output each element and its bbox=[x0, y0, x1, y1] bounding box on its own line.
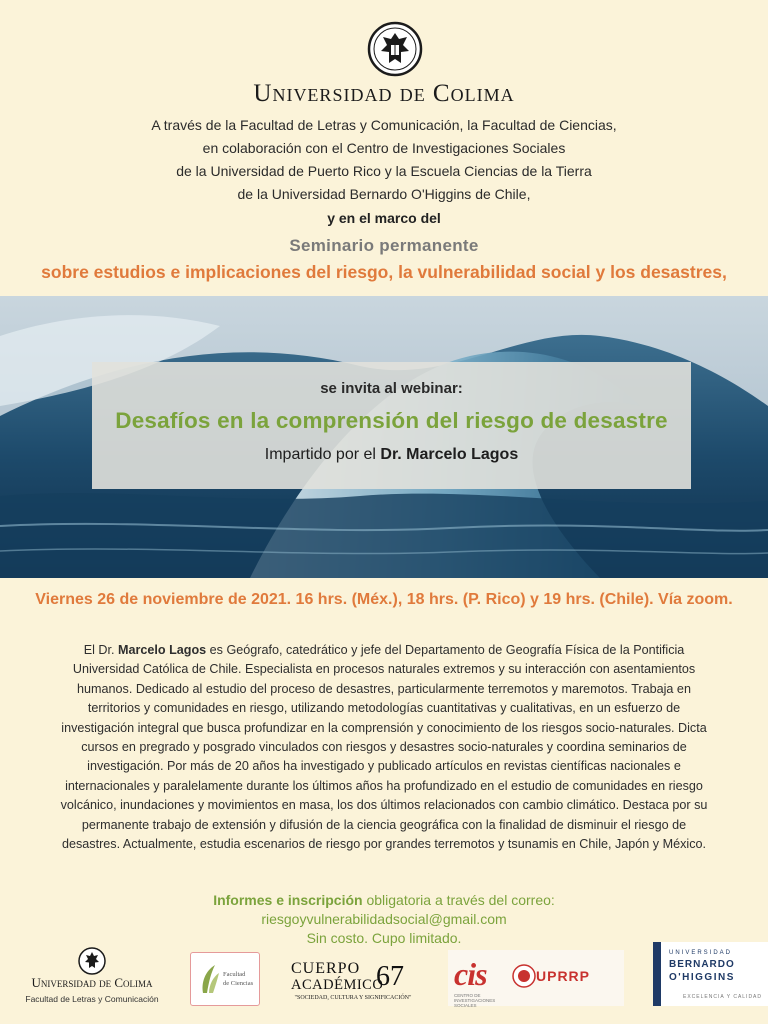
instructor-name: Dr. Marcelo Lagos bbox=[380, 446, 519, 463]
colima-faculty: Facultad de Letras y Comunicación bbox=[25, 994, 159, 1004]
bio-text: es Geógrafo, catedrático y jefe del Departamento de Geografía Física de la Pontificia Universidad Católica de Chile. Especialista en procesos naturales extremos y su interacción con asentamientos humanos. Dedicado al estudio del proceso de desastres, particularmente terremotos y maremotos. Trabaja en territorios y comunidades en riesgo, utilizando metodologías cuantitativas y cualitativas, en un esfuerzo de investigación integral que busca profundizar en la comprensión y conocimiento de los riesgos socio-naturales. Dicta cursos en pregrado y posgrado vinculados con riesgos y desastres socio-naturales y coordina seminarios de investigación. Por más de 20 años ha investigado y publicado artículos en revistas científicas nacionales e internacionales y paralelamente durante los últimos años ha profundizado en el estudio de comunidades en riesgo volcánico, inundaciones y movimientos en masa, los dos últimos relacionados con cambio climático. Destaca por su permanente trabajo de extensión y difusión de la ciencia geográfica con la finalidad de disminuir el riesgo de desastres. Actualmente, estudia escenarios de riesgo por grandes terremotos y tsunamis en Chile, Japón y México. bbox=[60, 643, 708, 852]
intro-line: de la Universidad de Puerto Rico y la Escuela Ciencias de la Tierra bbox=[176, 163, 592, 179]
ciencias-leaf-icon bbox=[197, 963, 221, 995]
webinar-title: Desafíos en la comprensión del riesgo de desastre bbox=[115, 408, 668, 433]
registration-email[interactable]: riesgoyvulnerabilidadsocial@gmail.com bbox=[261, 911, 507, 927]
colima-crest-icon bbox=[78, 947, 106, 975]
registration-text: obligatoria a través del correo: bbox=[362, 892, 555, 908]
upr-seal-icon bbox=[512, 964, 536, 988]
cuerpo-line2: ACADÉMICO bbox=[291, 977, 384, 993]
speaker-bio bbox=[60, 641, 708, 854]
colima-name: Universidad de Colima bbox=[31, 975, 153, 990]
ciencias-line2: de Ciencias bbox=[223, 980, 254, 987]
cuerpo-motto: "SOCIEDAD, CULTURA Y SIGNIFICACIÓN" bbox=[294, 995, 412, 1001]
colima-footer-logo bbox=[22, 947, 162, 1009]
bio-prefix: El Dr. bbox=[83, 643, 118, 657]
event-date-line: Viernes 26 de noviembre de 2021. 16 hrs. (Méx.), 18 hrs. (P. Rico) y 19 hrs. (Chile). Vía zoom. bbox=[35, 591, 733, 608]
facultad-ciencias-logo bbox=[190, 952, 260, 1006]
seminar-title: Seminario permanente bbox=[289, 236, 479, 255]
cis-subtitle: CENTRO DE INVESTIGACIONES SOCIALES bbox=[454, 993, 496, 1008]
invite-label: se invita al webinar: bbox=[320, 380, 463, 397]
cis-wordmark: cis bbox=[454, 956, 487, 992]
ohiggins-university-logo bbox=[653, 942, 768, 1006]
bio-name: Marcelo Lagos bbox=[117, 643, 207, 657]
ohiggins-tagline: EXCELENCIA Y CALIDAD bbox=[683, 994, 763, 1000]
intro-line: A través de la Facultad de Letras y Comunicación, la Facultad de Ciencias, bbox=[151, 117, 617, 133]
university-title: Universidad de Colima bbox=[253, 80, 515, 107]
cuerpo-academico-logo bbox=[288, 960, 418, 1008]
framework-text: y en el marco del bbox=[327, 210, 441, 226]
intro-line: de la Universidad Bernardo O'Higgins de Chile, bbox=[237, 186, 531, 202]
ohiggins-univ: UNIVERSIDAD bbox=[669, 950, 733, 956]
instructor-prefix: Impartido por el bbox=[264, 446, 381, 463]
cost-note: Sin costo. Cupo limitado. bbox=[306, 930, 462, 946]
cuerpo-line1: CUERPO bbox=[291, 960, 361, 977]
intro-line: en colaboración con el Centro de Investigaciones Sociales bbox=[202, 140, 566, 156]
registration-info bbox=[0, 892, 768, 908]
registration-label: Informes e inscripción bbox=[213, 892, 363, 908]
seminar-subtitle: sobre estudios e implicaciones del riesgo, la vulnerabilidad social y los desastres, bbox=[41, 262, 727, 282]
cuerpo-number: 67 bbox=[376, 961, 404, 992]
university-crest-logo bbox=[367, 21, 423, 77]
ohiggins-name1: BERNARDO bbox=[669, 959, 735, 970]
upr-wordmark: UPRRP bbox=[536, 968, 591, 984]
cis-uprrp-logo bbox=[448, 950, 624, 1006]
ohiggins-bar bbox=[653, 942, 661, 1006]
instructor-line bbox=[92, 446, 691, 464]
ciencias-line1: Facultad bbox=[223, 971, 246, 978]
ohiggins-name2: O'HIGGINS bbox=[669, 972, 735, 983]
webinar-invite-box bbox=[92, 362, 691, 489]
